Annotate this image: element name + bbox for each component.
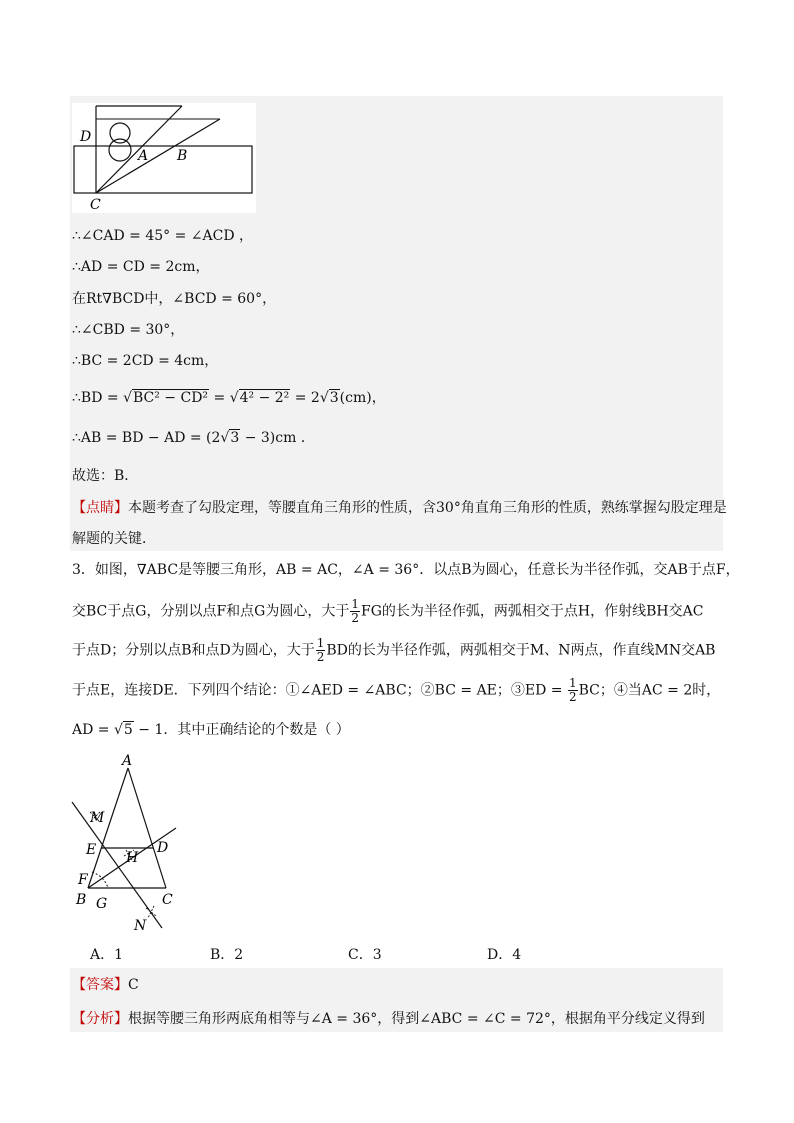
fig2-label-n: N <box>134 918 147 934</box>
fig2-label-g: G <box>96 896 108 912</box>
bd-eq-2: = 2 <box>290 390 320 406</box>
question-line-4-a: 于点E，连接DE．下列四个结论：①∠AED = ∠ABC；②BC = AE；③ED = <box>72 682 567 699</box>
option-b[interactable]: B．2 <box>210 947 244 963</box>
radical-sign: √ <box>220 430 230 446</box>
bd-radicand-2: 4² − 2² <box>239 390 290 406</box>
question-line-4 <box>72 677 720 704</box>
analysis-line <box>72 1009 705 1029</box>
radical-sign: √ <box>123 390 132 406</box>
ab-radicand: 3 <box>230 430 240 446</box>
fig2-label-e: E <box>86 842 97 858</box>
radical-sign: √ <box>319 390 329 406</box>
bd-unit: (cm)， <box>339 390 386 406</box>
solution-line-7 <box>72 428 315 448</box>
fig1-label-d: D <box>80 129 92 145</box>
solution-line-4: ∴∠CBD = 30°， <box>72 322 185 338</box>
comment-line-1 <box>72 498 727 518</box>
fraction-num: 1 <box>316 636 325 650</box>
comment-text: 本题考查了勾股定理，等腰直角三角形的性质，含30°角直角三角形的性质，熟练掌握勾股定理是 <box>128 500 727 516</box>
fig1-label-c: C <box>90 197 101 213</box>
radical-sign: √ <box>229 390 239 406</box>
question-line-3 <box>72 637 715 664</box>
fraction-den: 2 <box>351 611 359 625</box>
figure-1 <box>72 103 256 213</box>
option-c[interactable]: C．3 <box>348 947 382 963</box>
fraction-den: 2 <box>568 690 577 704</box>
fig2-label-d: D <box>157 840 169 856</box>
answer-tag: 【答案】 <box>72 977 128 993</box>
analysis-tag: 【分析】 <box>72 1011 128 1027</box>
bd-eq: = <box>209 390 230 406</box>
fraction-num: 1 <box>351 597 359 611</box>
bd-radicand-3: 3 <box>329 390 339 406</box>
ab-suffix: − 3)cm ． <box>240 430 315 446</box>
fraction-half <box>568 677 578 704</box>
question-line-4-b: BC；④当AC = 2时， <box>578 682 721 699</box>
question-line-5-b: − 1．其中正确结论的个数是（ ） <box>133 722 350 738</box>
bd-radicand-1: BC² − CD² <box>132 390 209 406</box>
solution-line-6 <box>72 388 386 408</box>
solution-line-3: 在Rt∇BCD中，∠BCD = 60°， <box>72 291 277 307</box>
question-line-2-b: FG的长为半径作弧，两弧相交于点H，作射线BH交AC <box>360 603 704 620</box>
fraction-den: 2 <box>316 650 325 664</box>
question-line-3-a: 于点D；分别以点B和点D为圆心，大于 <box>72 642 315 659</box>
answer-value: C <box>128 977 139 993</box>
fig2-label-a: A <box>122 753 133 769</box>
fig1-label-a: A <box>138 148 149 164</box>
option-d[interactable]: D．4 <box>487 947 522 963</box>
figure-2 <box>70 752 185 934</box>
fig2-label-f: F <box>78 872 88 888</box>
fraction-half <box>350 598 360 625</box>
comment-tag: 【点睛】 <box>72 500 128 516</box>
fig1-label-b: B <box>177 148 188 164</box>
answer-line <box>72 975 139 995</box>
solution-line-5: ∴BC = 2CD = 4cm， <box>72 353 219 369</box>
radical-sign: √ <box>113 722 123 738</box>
bd-prefix: ∴BD = <box>72 390 124 406</box>
option-a[interactable]: A．1 <box>90 947 124 963</box>
comment-line-2: 解题的关键． <box>72 531 156 547</box>
fraction-num: 1 <box>568 676 577 690</box>
question-line-3-b: BD的长为半径作弧，两弧相交于M、N两点，作直线MN交AB <box>326 642 716 659</box>
ab-prefix: ∴AB = BD − AD = (2 <box>72 430 221 446</box>
question-line-1: 3．如图，∇ABC是等腰三角形，AB = AC，∠A = 36°．以点B为圆心，任意长为半径作弧，交AB于点F， <box>72 562 740 578</box>
analysis-text: 根据等腰三角形两底角相等与∠A = 36°，得到∠ABC = ∠C = 72°，根据角平分线定义得到 <box>128 1011 705 1027</box>
fraction-half <box>316 637 326 664</box>
question-line-2-a: 交BC于点G，分别以点F和点G为圆心，大于 <box>72 603 350 620</box>
fig2-label-h: H <box>126 850 139 866</box>
solution-line-2: ∴AD = CD = 2cm， <box>72 259 210 275</box>
solution-line-1: ∴∠CAD = 45° = ∠ACD ， <box>72 228 253 244</box>
solution-choice: 故选：B． <box>72 468 139 484</box>
question-line-5-a: AD = <box>72 722 114 738</box>
question-line-2 <box>72 598 703 625</box>
fig2-label-m: M <box>90 810 105 826</box>
question-radicand: 5 <box>123 722 133 738</box>
question-line-5 <box>72 720 350 740</box>
fig2-label-c: C <box>162 892 173 908</box>
fig2-label-b: B <box>76 892 87 908</box>
